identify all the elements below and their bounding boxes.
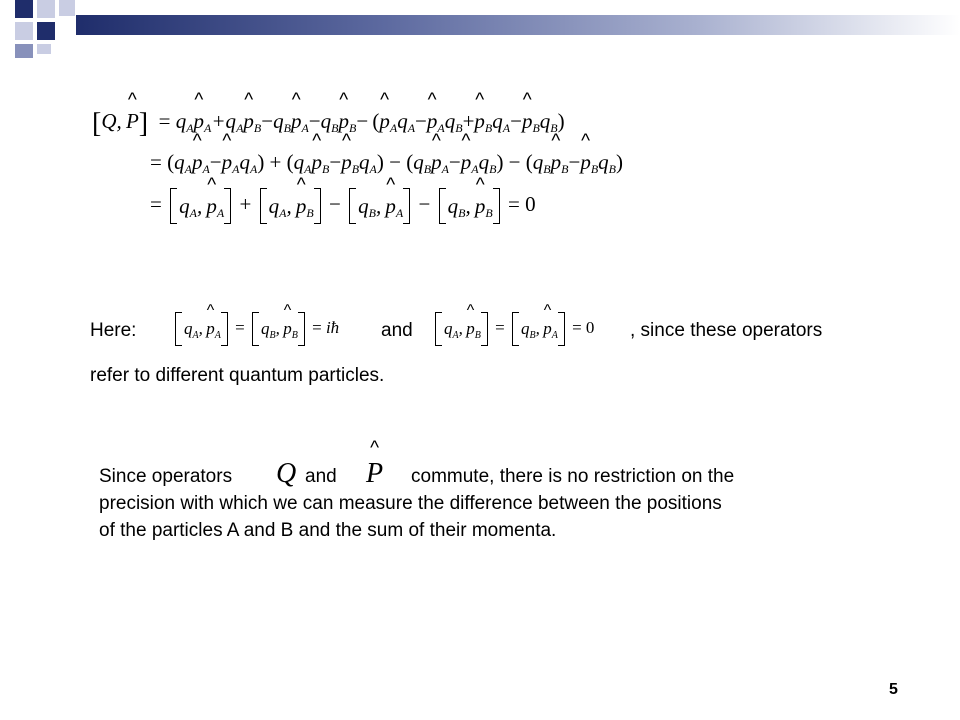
header-square bbox=[15, 0, 33, 18]
paragraph-part-2: and bbox=[305, 466, 337, 487]
header-square bbox=[15, 44, 33, 58]
header-square bbox=[15, 22, 33, 40]
header-square bbox=[37, 0, 55, 18]
paragraph-line-3: of the particles A and B and the sum of their momenta. bbox=[99, 520, 557, 541]
operator-q-symbol: Q bbox=[276, 458, 297, 489]
here-second-line: refer to different quantum particles. bbox=[90, 365, 385, 386]
header-bar bbox=[76, 15, 960, 35]
page-number: 5 bbox=[889, 681, 898, 698]
paragraph-part-3: commute, there is no restriction on the bbox=[411, 466, 735, 487]
operator-p-symbol: ^ P bbox=[366, 458, 383, 490]
commutator-equation-second: $q_A$, ^ $p_B$ = $q_B$, ^ $p_A = 0$ bbox=[432, 312, 594, 346]
equation-line-1: [Q, ^ $P] = q_A\^{}$ $p_A+q_A\^{}$ $p_B-q_B\^{}$ $p_A-q_B\^{}$ $p_B-$ (^ $p_Aq_A-\^{}$ $p_Aq_B+\^{}$ $p_Bq_A-\^{}$ $p_Bq_B$) bbox=[92, 110, 565, 138]
and-label: and bbox=[381, 320, 413, 341]
here-tail-text: , since these operators bbox=[630, 320, 823, 341]
header-square bbox=[37, 44, 51, 54]
equation-line-3: = $q_A$, ^ $p_A$ + $q_A$, ^ $p_B$ − $q_B$, ^ $p_A$ − $q_B$, ^ $p_B = 0$ bbox=[150, 188, 536, 224]
paragraph-line-2: precision with which we can measure the difference between the positions bbox=[99, 493, 722, 514]
header-square bbox=[59, 0, 75, 16]
paragraph-part-1: Since operators bbox=[99, 466, 233, 487]
commutator-equation-first: $q_A$, ^ $p_A$ = $q_B$, ^ $p_B$ = iħ bbox=[172, 312, 339, 346]
equation-line-2: = ($q_A\^{}$ $p_A-\^{}$ $p_Aq_A$) + ($q_A\^{}$ $p_B-\^{}$ $p_Bq_A$) − ($q_B\^{}$ $p_A-\^{}$ $p_Aq_B$) − ($q_B\^{}$ $p_B-\^{}$ $p_Bq_B$) bbox=[150, 152, 623, 175]
here-label: Here: bbox=[90, 320, 137, 341]
header-square bbox=[37, 22, 55, 40]
